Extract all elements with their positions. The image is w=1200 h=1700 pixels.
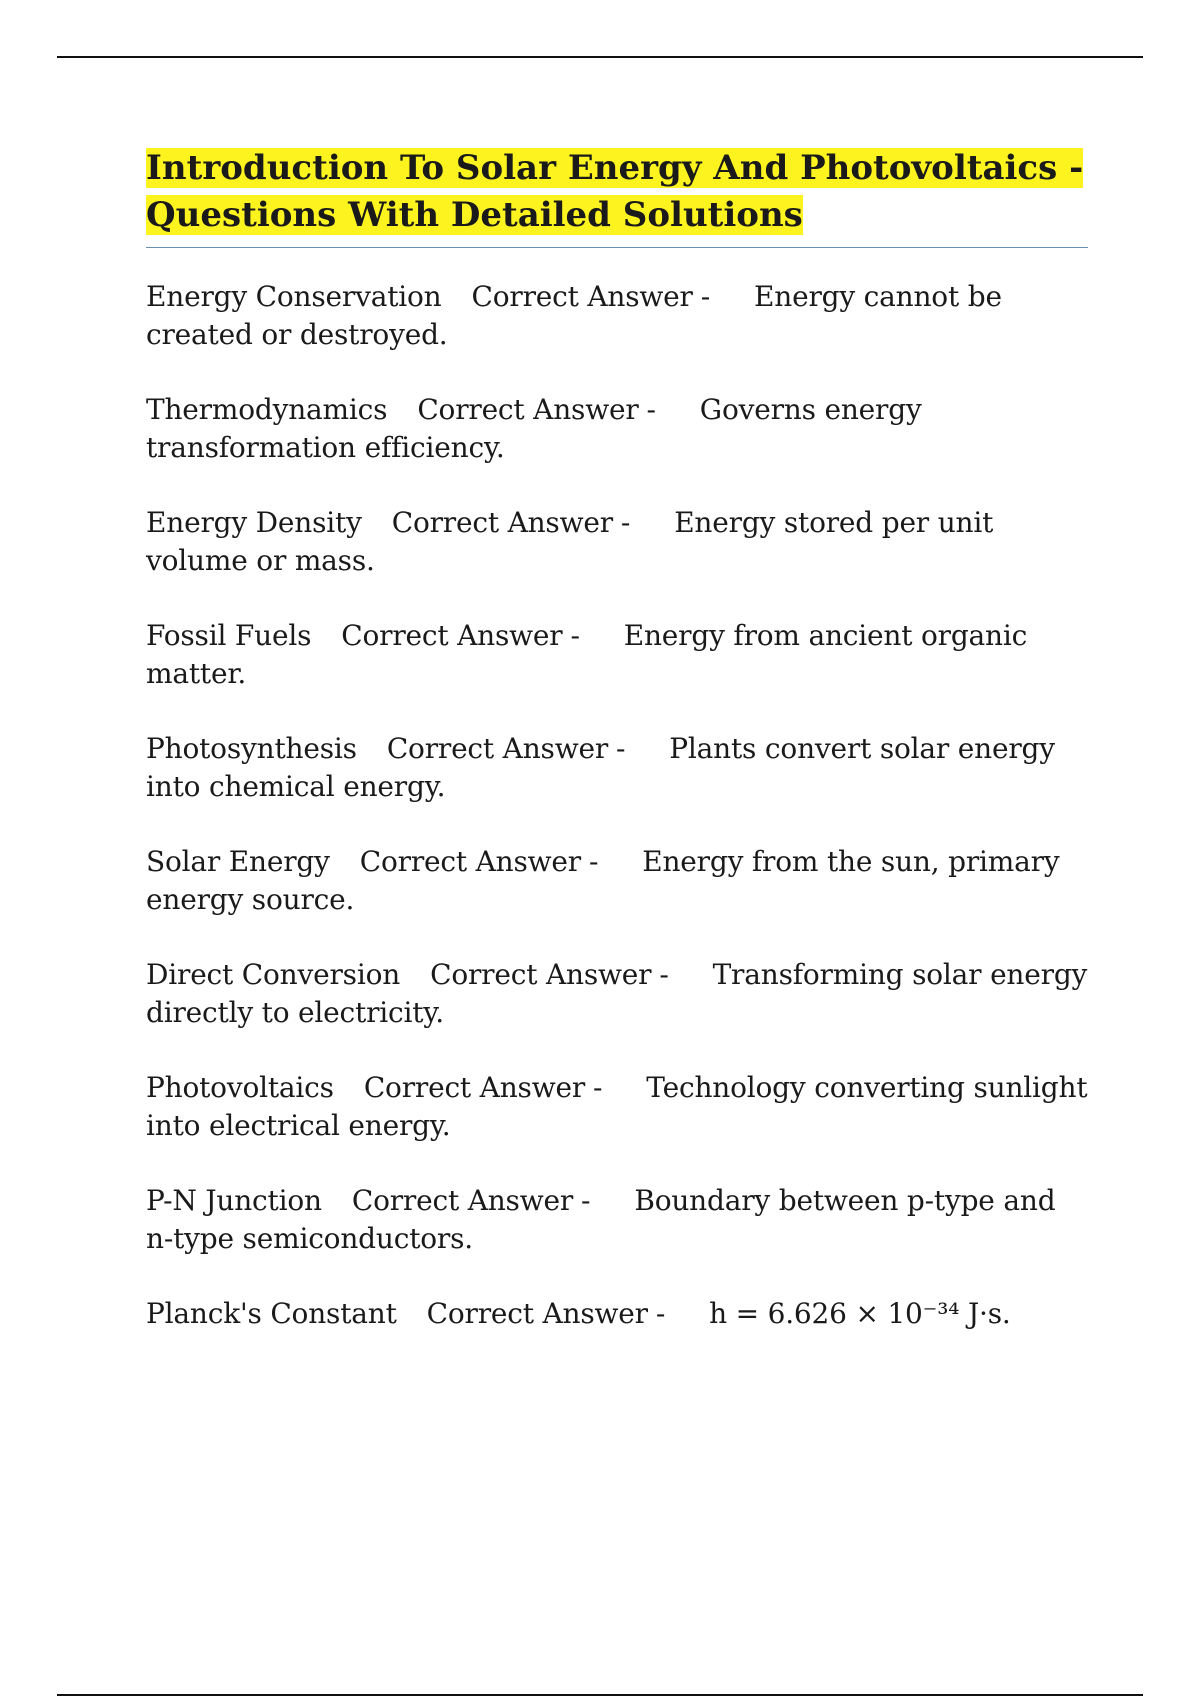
qa-answer: Boundary between p-type and n-type semiconductors. — [146, 1184, 1056, 1255]
title-block — [146, 145, 1088, 248]
answer-separator: - — [581, 1184, 591, 1217]
qa-answer: Energy stored per unit volume or mass. — [146, 506, 994, 577]
qa-term: Photosynthesis — [146, 732, 357, 765]
answer-separator: - — [655, 1297, 666, 1330]
page-top-rule — [57, 56, 1143, 58]
qa-list — [146, 278, 1088, 1333]
answer-separator: - — [593, 1071, 603, 1104]
qa-item-direct-conversion — [146, 956, 1088, 1032]
title-line-1: Introduction To Solar Energy And Photovoltaics - — [146, 148, 1084, 188]
qa-answer: Governs energy transformation efficiency. — [146, 393, 922, 464]
qa-term: Direct Conversion — [146, 958, 401, 991]
qa-term: Energy Density — [146, 506, 362, 539]
qa-item-thermodynamics — [146, 391, 1088, 467]
answer-label: Correct Answer — [471, 280, 693, 313]
answer-label: Correct Answer — [417, 393, 639, 426]
answer-label: Correct Answer — [363, 1071, 586, 1104]
document-content — [146, 145, 1088, 1370]
qa-term: Photovoltaics — [146, 1071, 334, 1104]
qa-term: Fossil Fuels — [146, 619, 312, 652]
qa-answer: Energy cannot be created or destroyed. — [146, 280, 1002, 351]
qa-item-photovoltaics — [146, 1069, 1088, 1145]
qa-answer: Technology converting sunlight into electrical energy. — [146, 1071, 1088, 1142]
answer-label: Correct Answer — [341, 619, 563, 652]
answer-label: Correct Answer — [386, 732, 609, 765]
qa-item-fossil-fuels — [146, 617, 1088, 693]
qa-item-solar-energy — [146, 843, 1088, 919]
answer-label: Correct Answer — [359, 845, 581, 878]
answer-separator: - — [588, 845, 599, 878]
answer-separator: - — [659, 958, 669, 991]
qa-answer: Plants convert solar energy into chemical energy. — [146, 732, 1055, 803]
title-line-2: Questions With Detailed Solutions — [146, 195, 803, 235]
answer-label: Correct Answer — [430, 958, 652, 991]
qa-item-photosynthesis — [146, 730, 1088, 806]
answer-separator: - — [616, 732, 626, 765]
qa-answer: Transforming solar energy directly to electricity. — [146, 958, 1088, 1029]
qa-term: P-N Junction — [146, 1184, 322, 1217]
document-title — [146, 145, 1088, 239]
page-bottom-rule — [57, 1694, 1143, 1696]
qa-term: Planck's Constant — [146, 1297, 397, 1330]
answer-label: Correct Answer — [426, 1297, 648, 1330]
qa-term: Thermodynamics — [146, 393, 388, 426]
answer-separator: - — [570, 619, 580, 652]
qa-answer: Energy from ancient organic matter. — [146, 619, 1028, 690]
qa-term: Solar Energy — [146, 845, 330, 878]
qa-term: Energy Conservation — [146, 280, 442, 313]
qa-answer: h = 6.626 × 10⁻³⁴ J·s. — [709, 1297, 1011, 1330]
answer-separator: - — [700, 280, 710, 313]
qa-item-pn-junction — [146, 1182, 1088, 1258]
qa-item-plancks-constant — [146, 1295, 1088, 1333]
qa-item-energy-conservation — [146, 278, 1088, 354]
answer-label: Correct Answer — [351, 1184, 574, 1217]
answer-separator: - — [620, 506, 631, 539]
qa-item-energy-density — [146, 504, 1088, 580]
answer-separator: - — [646, 393, 656, 426]
answer-label: Correct Answer — [391, 506, 613, 539]
qa-answer: Energy from the sun, primary energy source. — [146, 845, 1060, 916]
